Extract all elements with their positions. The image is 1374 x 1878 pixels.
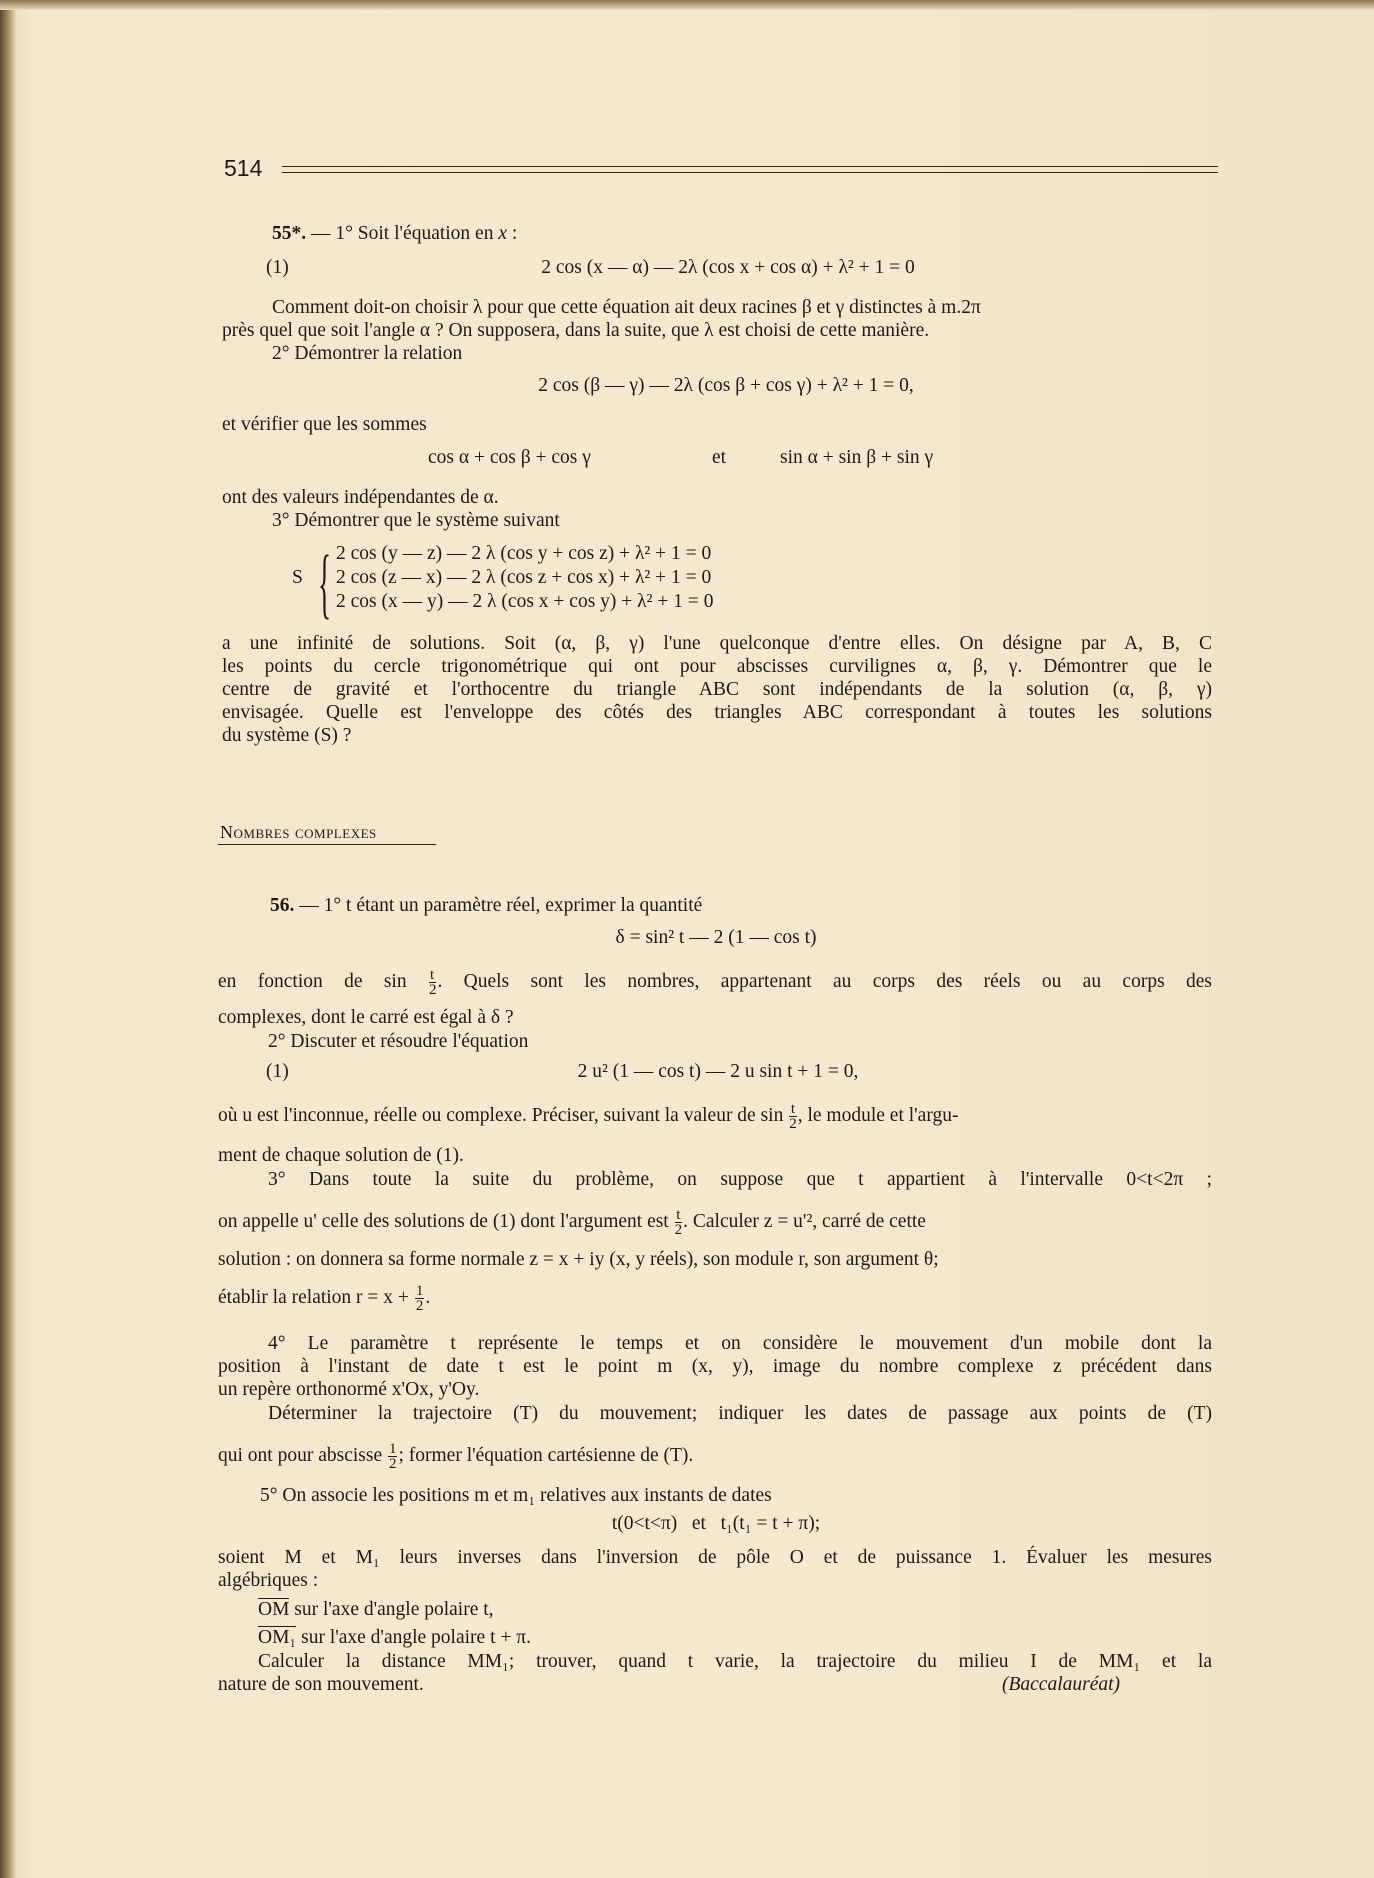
ex55-sums-intro: et vérifier que les sommes: [222, 414, 427, 435]
ex56-number: 56.: [270, 895, 295, 916]
om1-axis-text: sur l'axe d'angle polaire t + π.: [296, 1627, 531, 1648]
fraction-denominator: 2: [789, 1116, 797, 1132]
fraction-denominator: 2: [415, 1298, 424, 1314]
section-underline: [218, 844, 436, 845]
ex56-etablir-line: [218, 1284, 430, 1313]
ex56-equation-number: (1): [266, 1061, 289, 1082]
ex56-sin-line: [218, 968, 1212, 997]
fraction-1-over-2: [415, 1284, 425, 1313]
fraction-numerator: t: [429, 967, 435, 983]
ex56-ou-text-a: où u est l'inconnue, réelle ou complexe. Préciser, suivant la valeur de sin: [218, 1104, 784, 1126]
system-eq-3: 2 cos (x — y) — 2 λ (cos x + cos y) + λ² + 1 = 0: [336, 591, 714, 612]
ex56-calculer-line: Calculer la distance MM₁; trouver, quand t varie, la trajectoire du milieu I de MM₁ et la: [258, 1651, 1212, 1672]
ex56-part2: 2° Discuter et résoudre l'équation: [268, 1031, 529, 1052]
ex55-para1-line1: Comment doit-on choisir λ pour que cette équation ait deux racines β et γ distinctes à m.2π: [272, 297, 981, 318]
ex55-para6-line1: a une infinité de solutions. Soit (α, β, γ) l'une quelconque d'entre elles. On désigne par A, B, C: [222, 633, 1212, 654]
fraction-numerator: t: [790, 1101, 796, 1117]
fraction-numerator: 1: [415, 1283, 424, 1299]
om-vector: OM: [258, 1599, 290, 1620]
ex56-ou-text-b: , le module et l'argu-: [797, 1104, 959, 1126]
fraction-denominator: 2: [388, 1456, 397, 1472]
ex56-appelle-text-b: . Calculer z = u'², carré de cette: [683, 1210, 926, 1232]
ex56-sin-text-b: . Quels sont les nombres, appartenant au corps des réels ou au corps des: [437, 970, 1212, 992]
om1-vector: OM₁: [258, 1627, 297, 1648]
ex55-para6-line4: envisagée. Quelle est l'enveloppe des côtés des triangles ABC correspondant à toutes les solutions: [222, 702, 1212, 723]
ex56-ou-line: [218, 1102, 958, 1131]
fraction-denominator: 2: [428, 982, 437, 998]
fraction-numerator: t: [676, 1207, 681, 1223]
binding-edge: [0, 0, 16, 1878]
ex55-number: 55*.: [272, 223, 307, 244]
ex55-equation-1: 2 cos (x — α) — 2λ (cos x + cos α) + λ² + 1 = 0: [541, 257, 915, 278]
ex56-ment-line: ment de chaque solution de (1).: [218, 1145, 464, 1166]
ex56-abscisse-text-a: qui ont pour abscisse: [218, 1444, 383, 1466]
ex55-para6-line2: les points du cercle trigonométrique qui ont pour abscisses curvilignes α, β, γ. Démontrer que le: [222, 656, 1212, 677]
ex56-intro: — 1° t étant un paramètre réel, exprimer la quantité: [294, 895, 703, 916]
ex55-para6-line3: centre de gravité et l'orthocentre du triangle ABC sont indépendants de la solution (α, β, γ): [222, 679, 1212, 700]
fraction-t-over-2: [429, 968, 437, 997]
ex56-etablir-text-b: .: [425, 1286, 431, 1308]
ex56-abscisse-text-b: ; former l'équation cartésienne de (T).: [398, 1444, 694, 1466]
fraction-t-over-2-c: [675, 1208, 683, 1237]
om-axis-text: sur l'axe d'angle polaire t,: [289, 1599, 494, 1620]
ex55-part3: 3° Démontrer que le système suivant: [272, 510, 560, 531]
ex55-sum-sin: sin α + sin β + sin γ: [780, 447, 934, 468]
fraction-t-over-2-b: [789, 1102, 797, 1131]
ex56-soient-line: soient M et M₁ leurs inverses dans l'inversion de pôle O et de puissance 1. Évaluer les mesures: [218, 1547, 1212, 1568]
ex56-part5-line: 5° On associe les positions m et m₁ relatives aux instants de dates: [260, 1485, 772, 1506]
ex56-dates-line: t(0<t<π) et t₁(t₁ = t + π);: [611, 1513, 821, 1534]
ex55-equation-2: 2 cos (β — γ) — 2λ (cos β + cos γ) + λ² + 1 = 0,: [538, 375, 914, 396]
system-eq-2: 2 cos (z — x) — 2 λ (cos z + cos x) + λ² + 1 = 0: [336, 567, 712, 588]
ex56-part4-line2: position à l'instant de date t est le point m (x, y), image du nombre complexe z précédent dans: [218, 1356, 1212, 1377]
ex55-variable: x: [498, 223, 507, 244]
system-brace: {: [318, 539, 332, 626]
fraction-1-over-2-b: [388, 1442, 398, 1471]
ex56-part4-line3: un repère orthonormé x'Ox, y'Oy.: [218, 1379, 480, 1400]
ex55-sum-et: et: [712, 447, 727, 468]
ex55-part2: 2° Démontrer la relation: [272, 343, 463, 364]
ex55-title-line: [272, 222, 517, 246]
ex55-colon: :: [507, 223, 518, 244]
system-label: S: [292, 567, 303, 588]
ex55-equation-number: (1): [266, 257, 289, 278]
ex56-abscisse-line: [218, 1442, 693, 1471]
ex56-u-equation: 2 u² (1 — cos t) — 2 u sin t + 1 = 0,: [577, 1061, 859, 1082]
section-title: Nombres complexes: [220, 822, 377, 842]
ex56-part4-line1: 4° Le paramètre t représente le temps et on considère le mouvement d'un mobile dont la: [268, 1333, 1212, 1354]
ex56-om-line: [258, 1598, 494, 1622]
ex55-sum-cos: cos α + cos β + cos γ: [428, 447, 591, 468]
ex56-nature-line: nature de son mouvement.: [218, 1674, 424, 1695]
system-eq-1: 2 cos (y — z) — 2 λ (cos y + cos z) + λ² + 1 = 0: [336, 543, 712, 564]
header-rule: [282, 166, 1218, 167]
ex56-title-line: [270, 894, 702, 918]
source-citation: (Baccalauréat): [1002, 1674, 1121, 1695]
header-rule-2: [282, 172, 1218, 173]
ex55-independent: ont des valeurs indépendantes de α.: [222, 487, 499, 508]
ex56-om1-line: [258, 1626, 531, 1650]
ex56-sin-text-a: en fonction de sin: [218, 970, 407, 992]
ex56-etablir-text-a: établir la relation r = x +: [218, 1286, 409, 1308]
ex55-intro: — 1° Soit l'équation en: [306, 223, 499, 244]
ex56-delta-equation: δ = sin² t — 2 (1 — cos t): [615, 927, 817, 948]
ex55-para6-line5: du système (S) ?: [222, 725, 352, 746]
fraction-numerator: 1: [388, 1441, 397, 1457]
page-number: 514: [224, 155, 263, 181]
ex56-solution-line: solution : on donnera sa forme normale z = x + iy (x, y réels), son module r, son argument θ;: [218, 1249, 939, 1270]
ex56-appelle-text-a: on appelle u' celle des solutions de (1) dont l'argument est: [218, 1210, 669, 1232]
ex56-algebriques-line: algébriques :: [218, 1570, 319, 1591]
ex56-complex-line: complexes, dont le carré est égal à δ ?: [218, 1007, 514, 1028]
ex56-appelle-line: [218, 1208, 926, 1237]
fraction-denominator: 2: [674, 1222, 683, 1238]
ex56-part3-line: 3° Dans toute la suite du problème, on suppose que t appartient à l'intervalle 0<t<2π ;: [268, 1169, 1212, 1190]
ex56-determiner-line: Déterminer la trajectoire (T) du mouvement; indiquer les dates de passage aux points de (T): [268, 1403, 1212, 1424]
ex55-para1-line2: près quel que soit l'angle α ? On supposera, dans la suite, que λ est choisi de cette manière.: [222, 320, 930, 341]
top-edge: [0, 0, 1374, 10]
